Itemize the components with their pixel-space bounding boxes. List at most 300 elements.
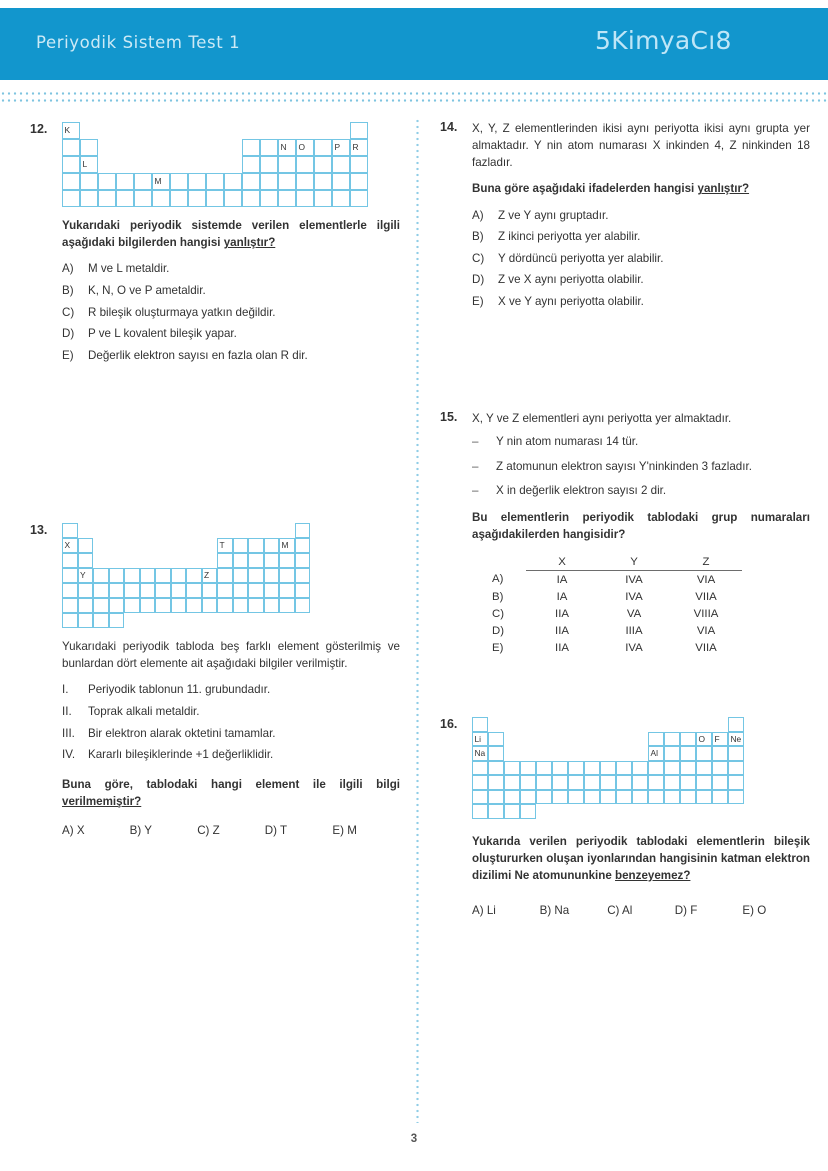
matrix-row[interactable] [490,588,742,605]
element-cell-empty [472,717,488,732]
element-cell-empty [93,613,109,628]
option-row[interactable] [472,293,810,311]
element-cell-empty [568,790,584,805]
matrix-header-y: Y [598,554,670,571]
element-cell-empty [62,523,78,538]
element-cell-y: Y [78,568,94,583]
element-cell-empty [188,190,206,207]
element-cell-empty [632,775,648,790]
element-cell-n: N [278,139,296,156]
element-cell-empty [264,568,280,583]
element-cell-li: Li [472,732,488,747]
element-cell-empty [93,583,109,598]
element-cell-empty [233,568,249,583]
question-12-number: 12. [30,122,48,136]
element-cell-empty [696,746,712,761]
dash-marker: – [472,459,479,473]
dash-marker: – [472,435,479,449]
element-cell-empty [728,790,744,805]
element-cell-empty [116,190,134,207]
element-cell-empty [568,761,584,776]
statement-row [62,703,400,721]
element-cell-empty [264,583,280,598]
element-cell-p: P [332,139,350,156]
option-item[interactable]: B) Na [539,903,570,917]
element-cell-empty [488,775,504,790]
element-cell-empty [488,804,504,819]
element-cell-empty [488,761,504,776]
element-cell-empty [170,190,188,207]
matrix-row[interactable] [490,639,742,656]
element-cell-empty [600,790,616,805]
question-15-stem: X, Y ve Z elementleri aynı periyotta yer almaktadır. [472,412,732,425]
right-column [440,118,810,917]
element-cell-empty [80,190,98,207]
element-cell-empty [296,173,314,190]
element-cell-empty [264,598,280,613]
element-cell-empty [696,790,712,805]
matrix-row-label: A) [492,573,504,586]
element-cell-empty [664,775,680,790]
matrix-cell: IA [556,573,568,586]
header-dotted-rule-bottom [0,99,828,102]
element-cell-empty [728,746,744,761]
header-dotted-rule-top [0,92,828,95]
element-cell-empty [109,598,125,613]
element-cell-l: L [80,156,98,173]
element-cell-empty [616,790,632,805]
element-cell-empty [584,775,600,790]
question-16-options [472,904,810,917]
option-item[interactable]: C) Al [607,903,633,917]
statement-label: I. [62,683,69,697]
element-cell-empty [314,139,332,156]
element-cell-empty [155,583,171,598]
element-cell-empty [217,568,233,583]
element-cell-empty [648,775,664,790]
element-cell-empty [124,583,140,598]
element-cell-empty [217,598,233,613]
option-item[interactable]: C) Z [197,824,220,838]
element-cell-empty [98,173,116,190]
element-cell-z: Z [202,568,218,583]
matrix-cell: VIIA [695,590,717,603]
element-cell-empty [680,761,696,776]
question-15-number: 15. [440,410,458,424]
element-cell-o: O [696,732,712,747]
periodic-table-q13 [62,523,310,628]
matrix-cell: IA [556,590,568,603]
element-cell-empty [536,761,552,776]
element-cell-ne: Ne [728,732,744,747]
option-row[interactable] [62,325,400,343]
option-row[interactable] [472,228,810,246]
element-cell-empty [264,538,280,553]
element-cell-empty [332,190,350,207]
element-cell-empty [62,190,80,207]
element-cell-empty [616,761,632,776]
page-header-band [0,8,828,80]
element-cell-empty [78,598,94,613]
option-row[interactable] [472,207,810,225]
question-15-bullets [472,433,810,499]
statement-label: II. [62,704,72,718]
matrix-cell: IIA [555,624,569,637]
option-item[interactable]: B) Y [129,824,152,838]
option-label: E) [62,348,74,362]
element-cell-x: X [62,538,78,553]
element-cell-empty [568,775,584,790]
matrix-row-label: D) [492,624,505,637]
element-cell-empty [472,790,488,805]
element-cell-empty [140,583,156,598]
element-cell-empty [206,190,224,207]
matrix-header-z: Z [670,554,742,571]
element-cell-empty [632,790,648,805]
question-13-statements [62,681,400,763]
element-cell-empty [202,598,218,613]
question-14 [440,120,810,410]
element-cell-empty [520,790,536,805]
element-cell-empty [62,613,78,628]
element-cell-empty [632,761,648,776]
option-row[interactable] [62,260,400,278]
element-cell-empty [648,732,664,747]
element-cell-empty [98,190,116,207]
question-14-prompt-text: Buna göre aşağıdaki ifadelerden hangisi [472,182,695,196]
option-text: Y dördüncü periyotta yer alabilir. [498,251,664,265]
element-cell-empty [233,538,249,553]
element-cell-na: Na [472,746,488,761]
element-cell-empty [472,804,488,819]
element-cell-empty [78,538,94,553]
element-cell-empty [472,761,488,776]
statement-label: IV. [62,748,76,762]
element-cell-empty [170,173,188,190]
element-cell-empty [552,761,568,776]
element-cell-f: F [712,732,728,747]
element-cell-empty [242,156,260,173]
matrix-corner [490,554,526,571]
element-cell-empty [186,568,202,583]
element-cell-empty [260,173,278,190]
element-cell-empty [664,761,680,776]
element-cell-empty [648,761,664,776]
element-cell-m: M [152,173,170,190]
element-cell-empty [332,156,350,173]
option-label: B) [472,230,484,244]
element-cell-empty [680,775,696,790]
question-12 [30,122,400,507]
element-cell-empty [488,732,504,747]
page-number: 3 [410,1133,418,1145]
question-16-number: 16. [440,717,458,731]
element-cell-empty [248,553,264,568]
option-text: Değerlik elektron sayısı en fazla olan R dir. [88,348,308,362]
element-cell-empty [314,173,332,190]
option-row[interactable] [62,347,400,365]
element-cell-empty [278,190,296,207]
element-cell-empty [712,746,728,761]
matrix-cell: IIA [555,607,569,620]
element-cell-empty [62,173,80,190]
element-cell-empty [242,190,260,207]
question-16-prompt-keyword: benzeyemez? [615,868,691,882]
element-cell-empty [134,190,152,207]
option-text: P ve L kovalent bileşik yapar. [88,327,237,341]
element-cell-empty [224,190,242,207]
element-cell-empty [552,775,568,790]
statement-row [62,681,400,699]
question-14-stem: X, Y, Z elementlerinden ikisi aynı periyotta ikisi aynı grupta yer almaktadır. Y nin atom numarası X inkinden 4, Z ninkinden 18 fazladır. [472,122,810,170]
element-cell-empty [152,190,170,207]
element-cell-empty [62,139,80,156]
option-text: X ve Y aynı periyotta olabilir. [498,295,644,309]
element-cell-empty [62,583,78,598]
element-cell-empty [109,568,125,583]
dash-marker: – [472,483,479,497]
element-cell-al: Al [648,746,664,761]
page-header-title: Periyodik Sistem Test 1 [36,33,241,52]
element-cell-empty [186,583,202,598]
element-cell-t: T [217,538,233,553]
matrix-row-label: C) [492,607,505,620]
element-cell-empty [648,790,664,805]
element-cell-empty [140,598,156,613]
element-cell-empty [171,598,187,613]
element-cell-empty [171,583,187,598]
column-divider-dotted [416,118,419,1123]
element-cell-empty [140,568,156,583]
question-16-prompt [472,833,810,884]
element-cell-empty [242,139,260,156]
element-cell-empty [278,156,296,173]
element-cell-empty [504,761,520,776]
option-label: C) [472,251,485,265]
element-cell-empty [233,553,249,568]
element-cell-empty [488,790,504,805]
element-cell-empty [296,190,314,207]
question-14-prompt [472,180,810,197]
element-cell-empty [116,173,134,190]
matrix-cell: IVA [625,641,643,654]
option-row[interactable] [62,304,400,322]
option-item[interactable]: D) F [674,903,698,917]
option-label: A) [472,208,484,222]
option-item[interactable]: A) X [62,824,85,838]
element-cell-empty [712,790,728,805]
question-15-answer-matrix [490,554,742,657]
option-label: E) [472,295,484,309]
option-item[interactable]: D) T [264,824,288,838]
element-cell-empty [712,775,728,790]
option-text: K, N, O ve P ametaldir. [88,283,206,297]
matrix-cell: IVA [625,590,643,603]
option-text: M ve L metaldir. [88,262,170,276]
matrix-cell: VIA [696,624,716,637]
option-text: Z ikinci periyotta yer alabilir. [498,230,641,244]
question-13-prompt [62,776,400,810]
element-cell-empty [248,538,264,553]
element-cell-empty [696,775,712,790]
bullet-text: Y nin atom numarası 14 tür. [496,435,639,449]
element-cell-empty [314,156,332,173]
matrix-header-row [490,554,742,571]
element-cell-empty [188,173,206,190]
question-12-options [62,260,400,364]
bullet-row [472,458,810,475]
matrix-cell: VA [626,607,642,620]
element-cell-empty [279,568,295,583]
element-cell-empty [248,598,264,613]
element-cell-empty [504,804,520,819]
element-cell-empty [504,775,520,790]
matrix-cell: IVA [625,573,643,586]
question-14-number: 14. [440,120,458,134]
element-cell-empty [78,583,94,598]
matrix-row-label: B) [492,590,504,603]
element-cell-empty [295,598,311,613]
element-cell-empty [664,746,680,761]
matrix-row[interactable] [490,605,742,622]
question-13-options [62,824,400,837]
matrix-cell: IIIA [625,624,643,637]
option-label: A) [62,262,74,276]
element-cell-empty [242,173,260,190]
question-12-stem-keyword: yanlıştır? [223,236,276,250]
option-item[interactable]: E) O [742,903,767,917]
element-cell-empty [206,173,224,190]
element-cell-empty [504,790,520,805]
option-text: Z ve Y aynı gruptadır. [498,208,609,222]
element-cell-empty [536,790,552,805]
statement-row [62,746,400,764]
element-cell-empty [680,790,696,805]
option-label: B) [62,283,74,297]
matrix-row[interactable] [490,571,742,589]
element-cell-empty [728,775,744,790]
element-cell-empty [350,173,368,190]
statement-label: III. [62,726,75,740]
statement-text: Toprak alkali metaldir. [88,704,200,718]
element-cell-empty [186,598,202,613]
element-cell-empty [728,717,744,732]
element-cell-empty [224,173,242,190]
element-cell-empty [124,568,140,583]
option-label: D) [62,327,75,341]
element-cell-empty [536,775,552,790]
question-13-prompt-keyword: verilmemiştir? [62,794,142,808]
element-cell-empty [295,523,311,538]
element-cell-empty [520,775,536,790]
element-cell-empty [155,598,171,613]
matrix-cell: IIA [555,641,569,654]
element-cell-empty [260,156,278,173]
element-cell-empty [260,139,278,156]
element-cell-empty [600,761,616,776]
element-cell-empty [295,568,311,583]
element-cell-empty [93,598,109,613]
element-cell-empty [78,613,94,628]
element-cell-empty [109,613,125,628]
statement-text: Bir elektron alarak oktetini tamamlar. [88,726,276,740]
option-item[interactable]: A) Li [472,903,496,917]
matrix-row[interactable] [490,622,742,639]
element-cell-empty [217,553,233,568]
question-13-stem: Yukarıdaki periyodik tabloda beş farklı element gösterilmiş ve bunlardan dört elemente ait aşağıdaki bilgiler verilmiştir. [62,640,400,671]
element-cell-empty [350,190,368,207]
periodic-table-q12 [62,122,368,207]
question-15 [440,410,810,695]
element-cell-empty [80,173,98,190]
element-cell-empty [295,553,311,568]
element-cell-empty [680,746,696,761]
element-cell-empty [80,139,98,156]
element-cell-empty [488,746,504,761]
question-16 [440,717,810,917]
element-cell-empty [109,583,125,598]
element-cell-empty [332,173,350,190]
element-cell-empty [712,761,728,776]
question-15-prompt: Bu elementlerin periyodik tablodaki grup numaraları aşağıdakilerden hangisidir? [472,511,810,542]
question-16-prompt-text: Yukarıda verilen periyodik tablodaki elementlerin bileşik oluştururken oluşan iyonlarından hangisinin katman elektron dizilimi Ne atomununkine [472,834,810,882]
element-cell-m: M [279,538,295,553]
matrix-cell: VIA [696,573,716,586]
element-cell-k: K [62,122,80,139]
element-cell-empty [295,583,311,598]
option-item[interactable]: E) M [332,824,357,838]
matrix-row-label: E) [492,641,504,654]
matrix-cell: VIIIA [693,607,719,620]
option-text: R bileşik oluşturmaya yatkın değildir. [88,305,276,319]
element-cell-empty [680,732,696,747]
option-label: C) [62,305,75,319]
element-cell-empty [62,598,78,613]
question-14-options [472,207,810,311]
option-row[interactable] [472,250,810,268]
element-cell-empty [584,761,600,776]
element-cell-empty [155,568,171,583]
element-cell-empty [520,761,536,776]
element-cell-r: R [350,139,368,156]
element-cell-empty [314,190,332,207]
element-cell-empty [295,538,311,553]
element-cell-empty [350,122,368,139]
statement-row [62,725,400,743]
question-13-number: 13. [30,523,48,537]
element-cell-empty [248,583,264,598]
publisher-logo: 5KimyaCı8 [595,26,732,55]
element-cell-empty [278,173,296,190]
element-cell-empty [616,775,632,790]
element-cell-empty [664,790,680,805]
element-cell-empty [93,568,109,583]
element-cell-empty [552,790,568,805]
element-cell-empty [124,598,140,613]
question-13-prompt-text: Buna göre, tablodaki hangi element ile ilgili bilgi [62,777,400,791]
element-cell-empty [233,583,249,598]
element-cell-empty [264,553,280,568]
element-cell-empty [217,583,233,598]
element-cell-empty [134,173,152,190]
element-cell-empty [171,568,187,583]
element-cell-empty [202,583,218,598]
option-row[interactable] [472,271,810,289]
option-text: Z ve X aynı periyotta olabilir. [498,273,644,287]
option-row[interactable] [62,282,400,300]
option-label: D) [472,273,485,287]
bullet-row [472,482,810,499]
